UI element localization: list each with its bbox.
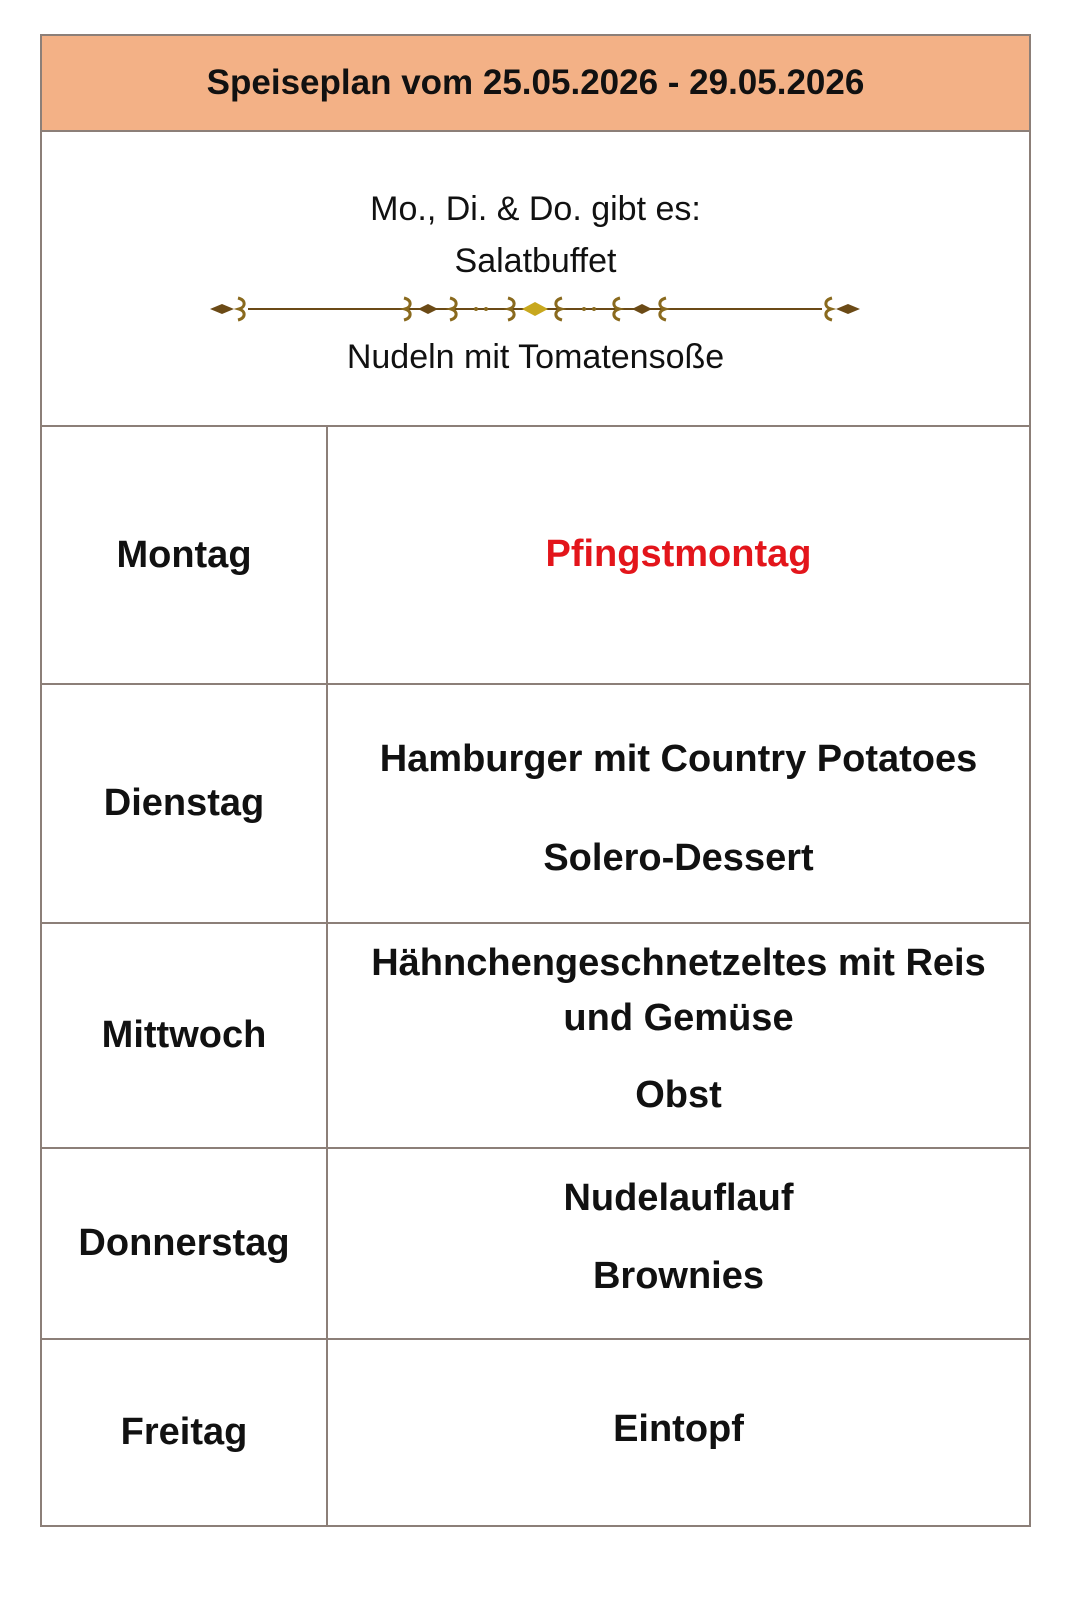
meal-cell — [328, 1149, 1029, 1338]
meal-item: Hähnchengeschnetzeltes mit Reis — [371, 942, 986, 984]
day-label: Montag — [42, 427, 328, 683]
intro-section — [42, 132, 1029, 427]
intro-line-pasta: Nudeln mit Tomatensoße — [346, 338, 725, 376]
day-label: Dienstag — [42, 685, 328, 922]
intro-line-days: Mo., Di. & Do. gibt es: — [370, 190, 701, 228]
intro-line-salad: Salatbuffet — [454, 242, 617, 280]
day-row-montag — [42, 427, 1029, 685]
holiday-label: Pfingstmontag — [545, 533, 812, 575]
day-label: Freitag — [42, 1340, 328, 1525]
meal-item: Eintopf — [613, 1408, 744, 1450]
menu-title-bar — [42, 36, 1029, 132]
meal-item: Solero-Dessert — [543, 837, 814, 879]
meal-item: Nudelauflauf — [563, 1177, 794, 1219]
day-row-donnerstag — [42, 1149, 1029, 1340]
day-label: Mittwoch — [42, 924, 328, 1147]
meal-item: und Gemüse — [563, 997, 794, 1039]
menu-table — [40, 34, 1031, 1527]
day-row-freitag — [42, 1340, 1029, 1525]
meal-cell — [328, 427, 1029, 683]
meal-item: Hamburger mit Country Potatoes — [379, 738, 978, 780]
menu-title: Speiseplan vom 25.05.2026 - 29.05.2026 — [206, 63, 865, 102]
day-row-dienstag — [42, 685, 1029, 924]
meal-cell — [328, 685, 1029, 922]
meal-cell — [328, 924, 1029, 1147]
day-row-mittwoch — [42, 924, 1029, 1149]
meal-item: Obst — [635, 1074, 722, 1116]
flourish-divider-icon — [208, 292, 862, 326]
meal-item: Brownies — [592, 1255, 765, 1297]
day-label: Donnerstag — [42, 1149, 328, 1338]
meal-cell — [328, 1340, 1029, 1525]
